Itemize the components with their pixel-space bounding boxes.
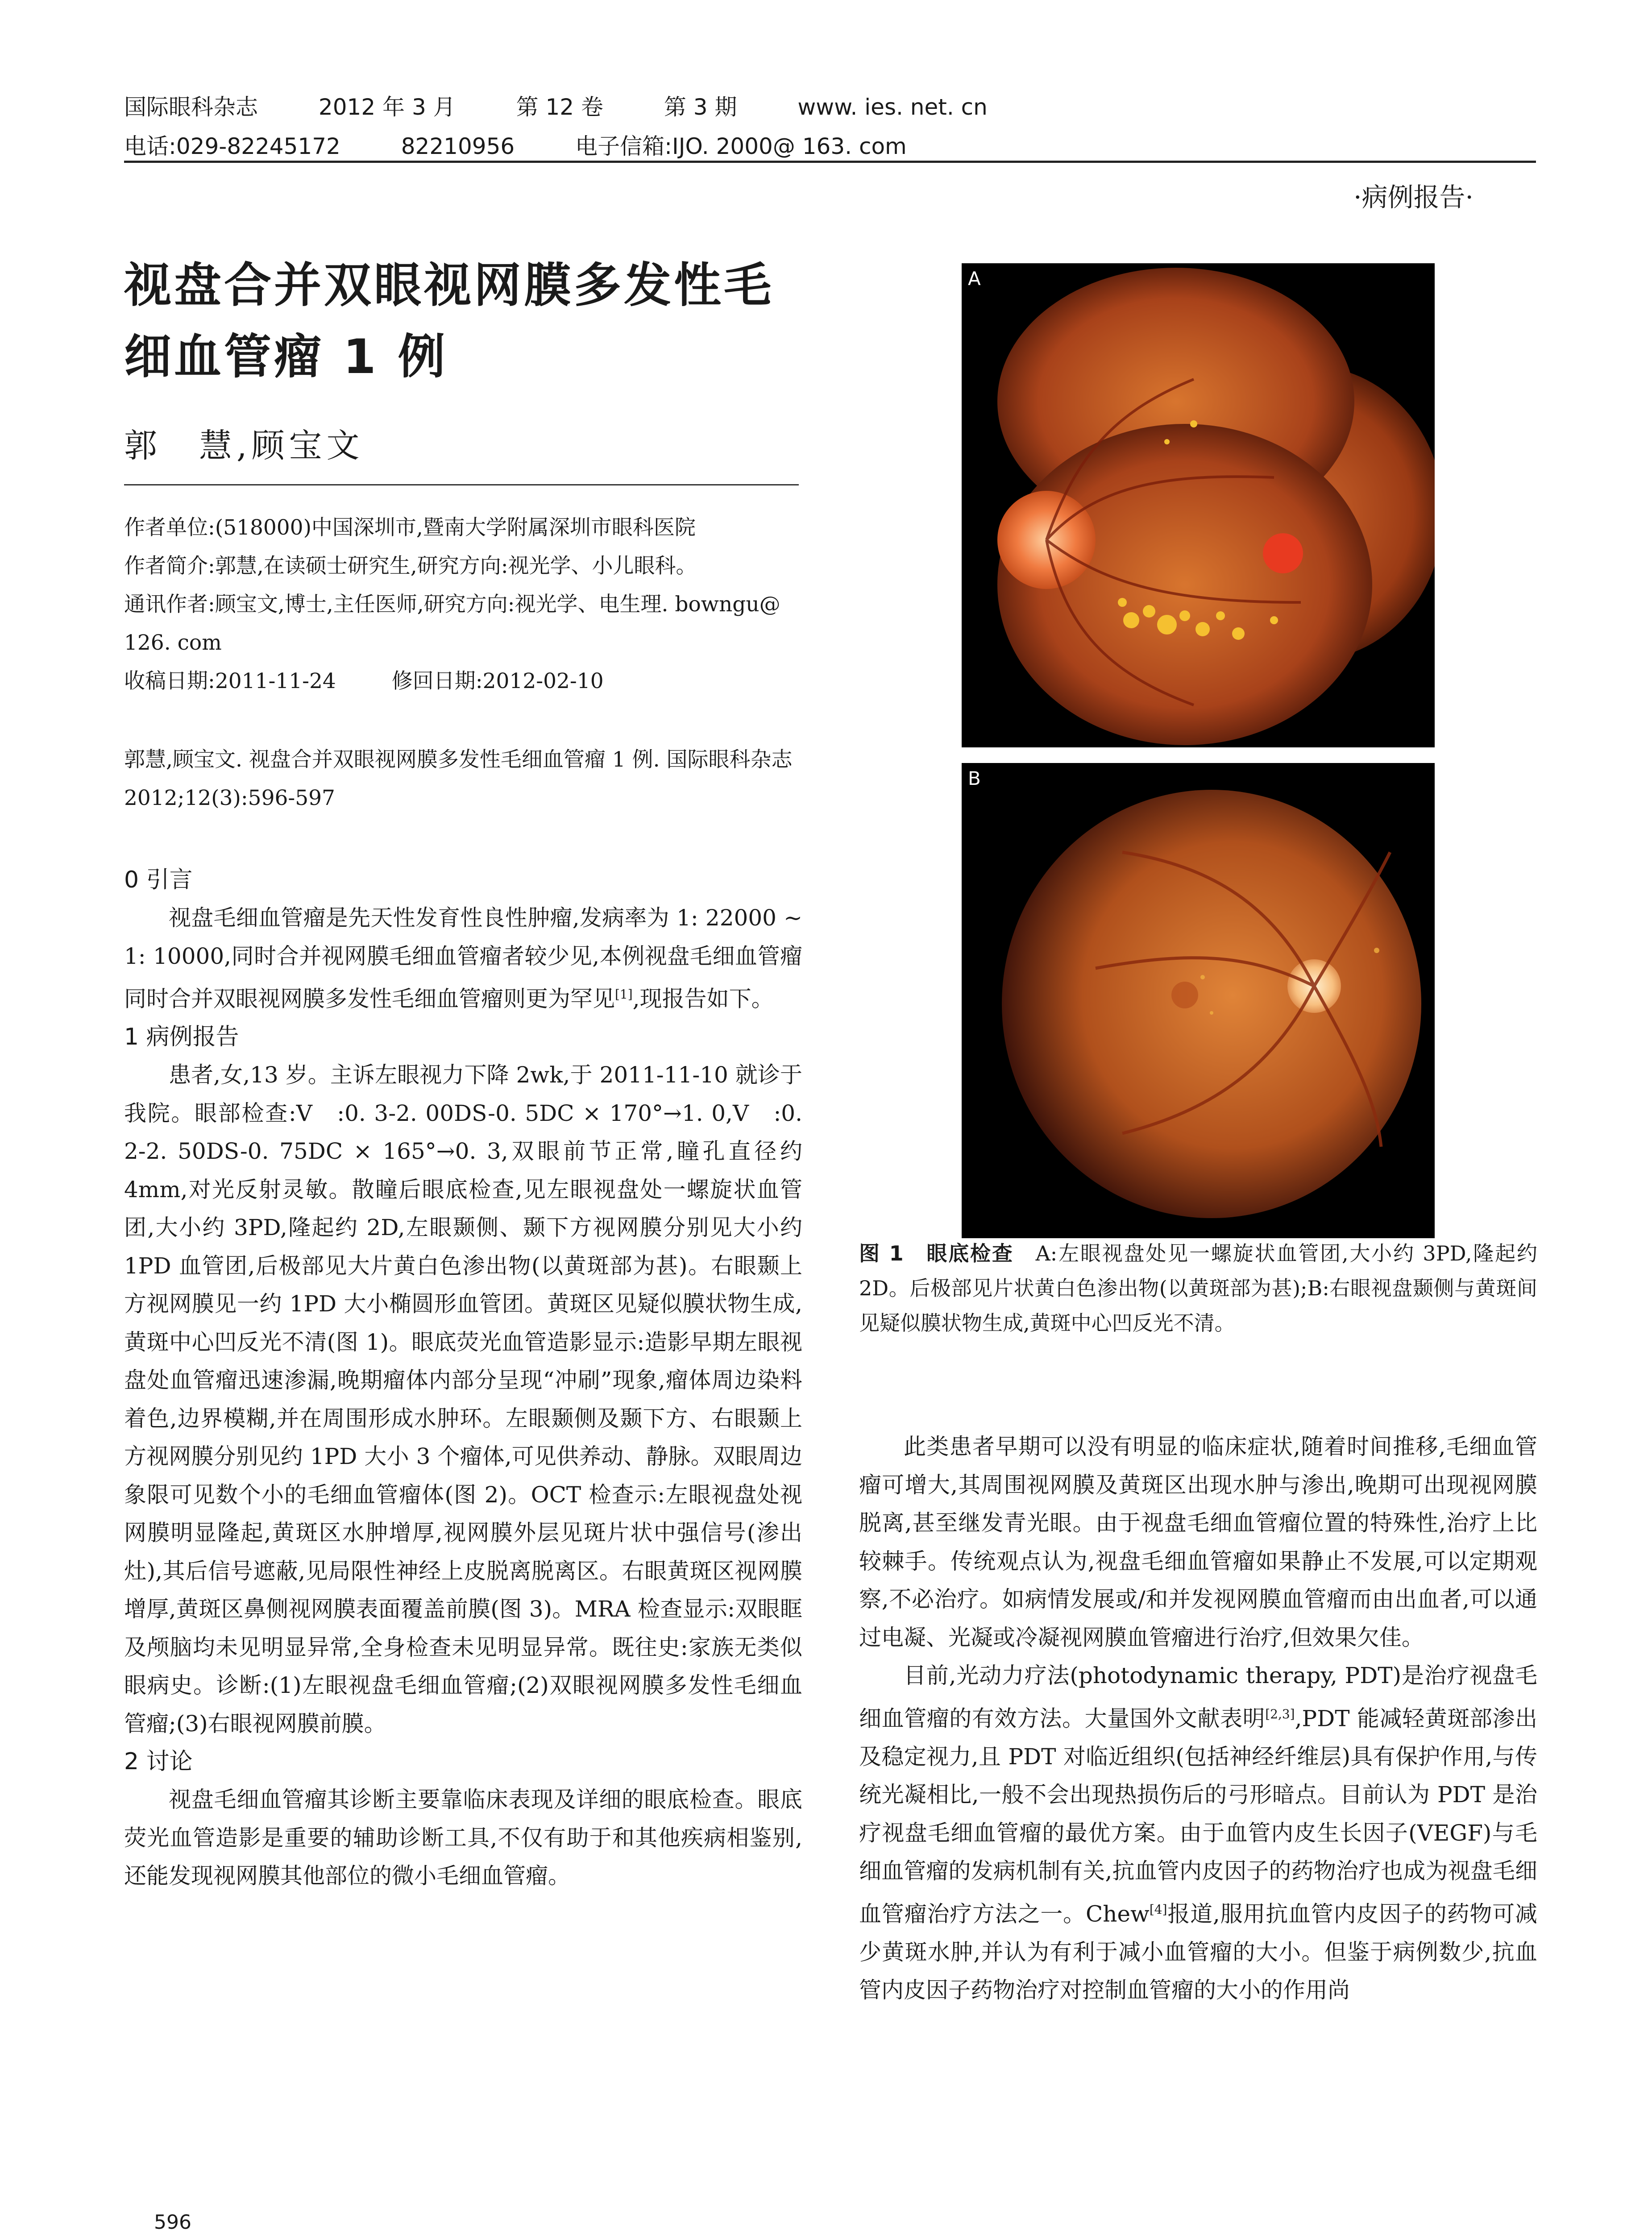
dates: [124, 662, 802, 701]
intro-paragraph: [124, 899, 802, 1018]
fundus-image-a: [962, 263, 1435, 747]
intro-text: 视盘毛细血管瘤是先天性发育性良性肿瘤,发病率为 1: 22000 ~ 1: 10000,同时合并视网膜毛细血管瘤者较少见,本例视盘毛细血管瘤同时合并双眼视网膜多发性毛细血管瘤则更为罕见: [124, 905, 802, 1012]
discussion-paragraph: 视盘毛细血管瘤其诊断主要靠临床表现及详细的眼底检查。眼底荧光血管造影是重要的辅助诊断工具,不仅有助于和其他疾病相鉴别,还能发现视网膜其他部位的微小毛细血管瘤。: [124, 1787, 802, 1889]
volume: 第 12 卷: [516, 94, 603, 120]
website: www. ies. net. cn: [797, 94, 988, 120]
caption-label: 图 1 眼底检查: [859, 1241, 1014, 1265]
right-paragraph-1: 此类患者早期可以没有明显的临床症状,随着时间推移,毛细血管瘤可增大,其周围视网膜及黄斑区出现水肿与渗出,晚期可出现视网膜脱离,甚至继发青光眼。由于视盘毛细血管瘤位置的特殊性,治疗上比较棘手。传统观点认为,视盘毛细血管瘤如果静止不发展,可以定期观察,不必治疗。如病情发展或/和并发视网膜血管瘤而由出血者,可以通过电凝、光凝或冷凝视网膜血管瘤进行治疗,但效果欠佳。: [859, 1434, 1537, 1650]
reference-2-3: [2,3]: [1265, 1706, 1295, 1721]
right-column: [859, 1428, 1537, 2010]
right-paragraph-2-part-b: ,PDT 能减轻黄斑部渗出及稳定视力,且 PDT 对临近组织(包括神经纤维层)具有保护作用,与传统光凝相比,一般不会出现热损伤后的弓形暗点。目前认为 PDT 是治疗视盘毛细血管瘤的最优方案。由于血管内皮生长因子(VEGF)与毛细血管瘤的发病机制有关,抗血管内皮因子的药物治疗也成为视盘毛细血管瘤治疗方法之一。Chew: [859, 1705, 1537, 1927]
affiliation: 作者单位:(518000)中国深圳市,暨南大学附属深圳市眼科医院: [124, 515, 696, 540]
journal-name: 国际眼科杂志: [124, 94, 258, 120]
figure-label-b: B: [968, 767, 981, 789]
phone: 电话:029-82245172: [124, 133, 340, 159]
right-paragraph-2: [859, 1657, 1537, 2010]
caption-text: A:左眼视盘处见一螺旋状血管团,大小约 3PD,隆起约 2D。后极部见片状黄白色渗出物(以黄斑部为甚);B:右眼视盘颞侧与黄斑间见疑似膜状物生成,黄斑中心凹反光不清。: [859, 1241, 1538, 1335]
case-heading: 1 病例报告: [124, 1024, 239, 1051]
header-line-2: [124, 127, 1525, 166]
issue: 第 3 期: [664, 94, 737, 120]
fundus-image-b: [962, 763, 1435, 1238]
header-divider: [124, 161, 1536, 163]
intro-heading: 0 引言: [124, 867, 193, 893]
authors: 郭 慧,顾宝文: [124, 427, 364, 465]
correspondence: 通讯作者:顾宝文,博士,主任医师,研究方向:视光学、电生理. bowngu@ 126. com: [124, 592, 780, 655]
issue-date: 2012 年 3 月: [318, 94, 456, 120]
reference-4: [4]: [1149, 1902, 1167, 1917]
article-meta: [124, 509, 802, 701]
intro-end: ,现报告如下。: [632, 986, 774, 1012]
right-paragraph-2-part-c: 报道,服用抗血管内皮因子的药物可减少黄斑水肿,并认为有利于减小血管瘤的大小。但鉴于病例数少,抗血管内皮因子药物治疗对控制血管瘤的大小的作用尚: [859, 1901, 1537, 2003]
left-column: [124, 861, 802, 1895]
section-tag: ·病例报告·: [1353, 182, 1474, 212]
header-line-1: [124, 87, 1525, 127]
fundus-photo-b: [962, 763, 1435, 1238]
fundus-photo-a: [962, 263, 1435, 747]
citation: 郭慧,顾宝文. 视盘合并双眼视网膜多发性毛细血管瘤 1 例. 国际眼科杂志 2012;12(3):596-597: [124, 747, 793, 810]
email: 电子信箱:IJO. 2000@ 163. com: [575, 133, 907, 159]
figure-caption: [859, 1236, 1537, 1340]
page-number: 596: [154, 2211, 191, 2231]
discussion-heading: 2 讨论: [124, 1748, 193, 1775]
phone-2: 82210956: [401, 133, 515, 159]
received-date: 收稿日期:2011-11-24: [124, 669, 336, 693]
revised-date: 修回日期:2012-02-10: [391, 669, 604, 693]
right-paragraph-2-part-a: 目前,光动力疗法(photodynamic therapy, PDT)是治疗视盘毛细血管瘤的有效方法。大量国外文献表明: [859, 1663, 1537, 1732]
case-paragraph: 患者,女,13 岁。主诉左眼视力下降 2wk,于 2011-11-10 就诊于我院。眼部检查:V :0. 3-2. 00DS-0. 5DC × 170°→1. 0,V :0. 2-2. 50DS-0. 75DC × 165°→0. 3,双眼前节正常,瞳孔直径约 4mm,对光反射灵敏。散瞳后眼底检查,见左眼视盘处一螺旋状血管团,大小约 3PD,隆起约 2D,左眼颞侧、颞下方视网膜分别见大小约 1PD 血管团,后极部见大片黄白色渗出物(以黄斑部为甚)。右眼颞上方视网膜见一约 1PD 大小椭圆形血管团。黄斑区见疑似膜状物生成,黄斑中心凹反光不清(图 1)。眼底荧光血管造影显示:造影早期左眼视盘处血管瘤迅速渗漏,晚期瘤体内部分呈现“冲刷”现象,瘤体周边染料着色,边界模糊,并在周围形成水肿环。左眼颞侧及颞下方、右眼颞上方视网膜分别见约 1PD 大小 3 个瘤体,可见供养动、静脉。双眼周边象限可见数个小的毛细血管瘤体(图 2)。OCT 检查示:左眼视盘处视网膜明显隆起,黄斑区水肿增厚,视网膜外层见斑片状中强信号(渗出灶),其后信号遮蔽,见局限性神经上皮脱离脱离区。右眼黄斑区视网膜增厚,黄斑区鼻侧视网膜表面覆盖前膜(图 3)。MRA 检查显示:双眼眶及颅脑均未见明显异常,全身检查未见明显异常。既往史:家族无类似眼病史。诊断:(1)左眼视盘毛细血管瘤;(2)双眼视网膜多发性毛细血管瘤;(3)右眼视网膜前膜。: [124, 1062, 802, 1737]
intro-reference: [1]: [615, 987, 633, 1002]
article-title: 视盘合并双眼视网膜多发性毛细血管瘤 1 例: [124, 258, 774, 384]
author-bio: 作者简介:郭慧,在读硕士研究生,研究方向:视光学、小儿眼科。: [124, 554, 697, 578]
journal-header: [124, 87, 1525, 166]
title-divider: [124, 484, 799, 485]
figure-label-a: A: [968, 268, 981, 290]
